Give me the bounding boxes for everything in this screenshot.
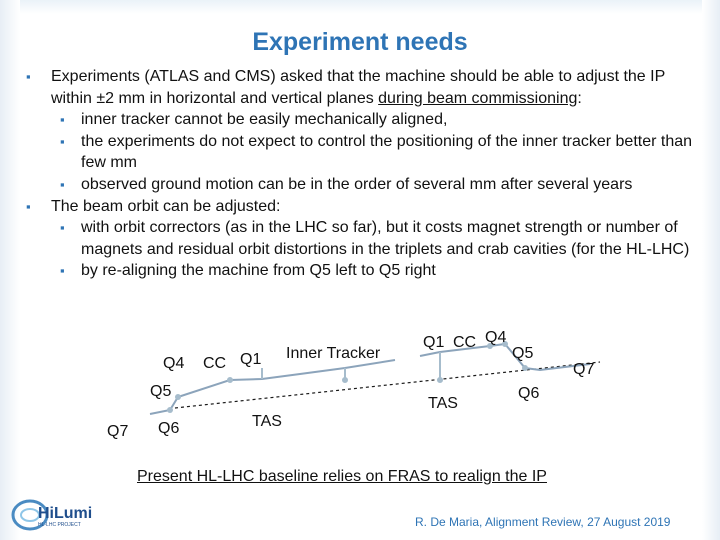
logo-name: HiLumi: [38, 505, 93, 522]
square-bullet-icon: ▪: [26, 69, 31, 84]
q5-left-label: Q5: [150, 383, 172, 400]
cc-left-label: CC: [203, 355, 227, 372]
square-bullet-icon: ▪: [60, 112, 65, 128]
q5-right-label: Q5: [512, 345, 534, 362]
sub-bullet-item: [0, 131, 720, 174]
inner-tracker-label: Inner Tracker: [286, 345, 381, 362]
q6-left-marker: [167, 407, 173, 413]
bullet-text: Experiments (ATLAS and CMS) asked that the machine should be able to adjust the IP within ±2 mm in horizontal and vertical planes: [51, 68, 665, 107]
sub-bullet-item: [0, 109, 720, 131]
bullet-item: [0, 196, 720, 218]
q7-right-label: Q7: [573, 361, 595, 378]
bullet-list: [0, 66, 720, 282]
q7-left-label: Q7: [107, 423, 129, 440]
tas-left-marker: [227, 377, 233, 383]
machine-line-left: [150, 360, 395, 414]
tas-right-label: TAS: [428, 395, 458, 412]
ip-alignment-diagram: [0, 310, 720, 460]
square-bullet-icon: ▪: [60, 176, 65, 192]
square-bullet-icon: ▪: [60, 133, 65, 149]
q1-left-label: Q1: [240, 351, 262, 368]
bullet-text-punct: :: [577, 89, 582, 107]
slide-title: Experiment needs: [252, 28, 468, 56]
credit-line: R. De Maria, Alignment Review, 27 August 2019: [415, 515, 671, 529]
machine-line-right: [420, 344, 590, 370]
tas-right-marker: [437, 377, 443, 383]
sub-bullet-text: inner tracker cannot be easily mechanically aligned,: [81, 111, 448, 129]
ip-point: [342, 377, 348, 383]
bullet-text: The beam orbit can be adjusted:: [51, 197, 281, 215]
sub-bullet-text: the experiments do not expect to control the positioning of the inner tracker better than few mm: [81, 132, 693, 172]
tas-left-label: TAS: [252, 413, 282, 430]
sub-bullet-item: [0, 217, 720, 260]
sub-bullet-text: by re-aligning the machine from Q5 left to Q5 right: [81, 262, 436, 280]
sub-bullet-text: observed ground motion can be in the order of several mm after several years: [81, 175, 633, 193]
q6-right-label: Q6: [518, 385, 540, 402]
q5-left-marker: [175, 394, 181, 400]
q1-right-label: Q1: [423, 334, 445, 351]
square-bullet-icon: ▪: [60, 263, 65, 279]
slide-frame-top: [0, 0, 720, 14]
footer-note: Present HL-LHC baseline relies on FRAS to realign the IP: [137, 468, 547, 485]
square-bullet-icon: ▪: [26, 198, 31, 214]
hilumi-logo-icon: [8, 494, 100, 536]
sub-bullet-item: [0, 174, 720, 196]
sub-bullet-item: [0, 260, 720, 282]
logo-sub: HL-LHC PROJECT: [38, 522, 81, 528]
q6-left-label: Q6: [158, 420, 180, 437]
q4-right-label: Q4: [485, 329, 507, 346]
sub-bullet-text: with orbit correctors (as in the LHC so far), but it costs magnet strength or number of magnets and residual orbit distortions in the triplets and crab cavities (for the HL-LHC): [81, 219, 690, 258]
cc-right-label: CC: [453, 334, 477, 351]
bullet-item: [0, 66, 720, 109]
square-bullet-icon: ▪: [60, 220, 65, 236]
bullet-text-underlined: during beam commissioning: [378, 89, 578, 107]
q6-right-marker: [522, 365, 528, 371]
q4-left-label: Q4: [163, 355, 185, 372]
